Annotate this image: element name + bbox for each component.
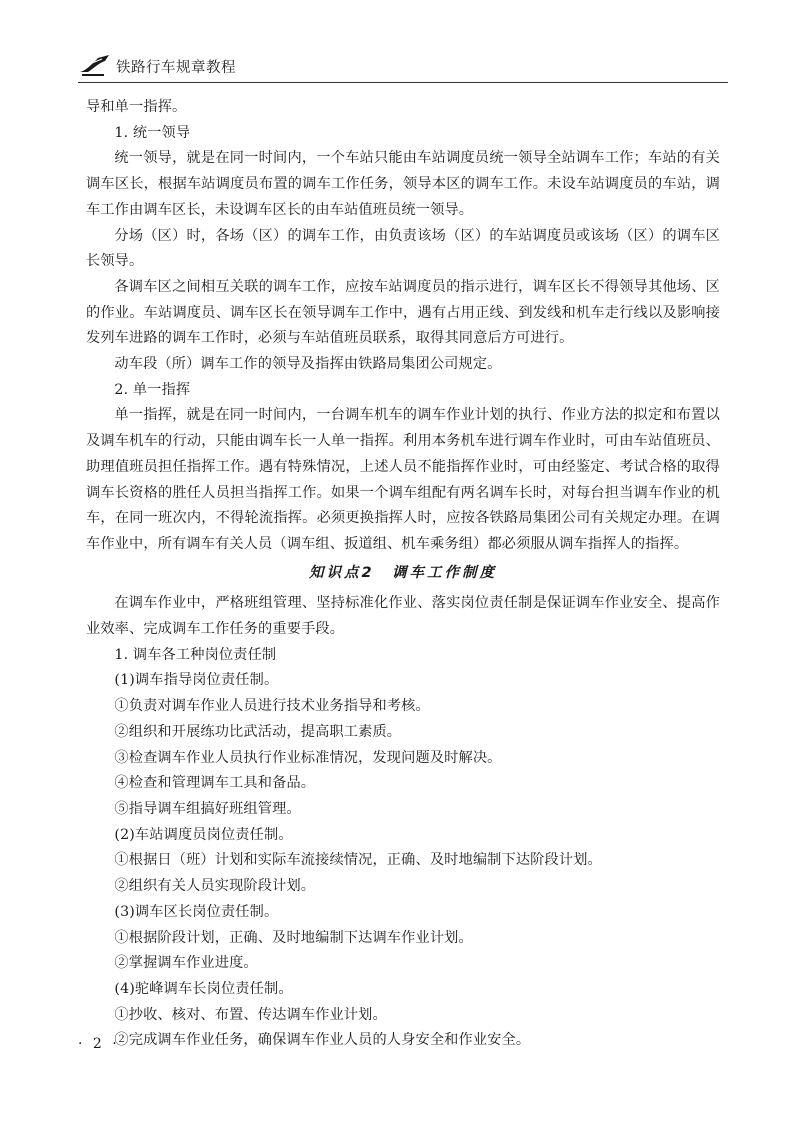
list-item: ⑤指导调车组搞好班组管理。: [114, 800, 301, 817]
running-header: [78, 50, 728, 84]
paragraph: 单一指挥，就是在同一时间内，一台调车机车的调车作业计划的执行、作业方法的拟定和布置以及调车机车的行动，只能由调车长一人单一指挥。利用本务机车进行调车作业时，可由车站值班员、助理值班员担任指挥工作。遇有特殊情况，上述人员不能指挥作业时，可由经鉴定、考试合格的取得调车长资格的胜任人员担当指挥工作。如果一个调车组配有两名调车长时，对每台担当调车作业的机车，在同一班次内，不得轮流指挥。必须更换指挥人时，应按各铁路局集团公司有关规定办理。在调车作业中，所有调车有关人员（调车组、扳道组、机车乘务组）都必须服从调车指挥人的指挥。: [86, 407, 720, 552]
paragraph-continuation: 导和单一指挥。: [86, 99, 187, 115]
list-item: ①负责对调车作业人员进行技术业务指导和考核。: [114, 698, 430, 715]
list-item: ①抄收、核对、布置、传达调车作业计划。: [114, 1006, 387, 1023]
list-heading: (3)调车区长岗位责任制。: [114, 903, 279, 920]
list-item: ②完成调车作业任务，确保调车作业人员的人身安全和作业安全。: [114, 1032, 531, 1049]
paragraph: 在调车作业中，严格班组管理、坚持标准化作业、落实岗位责任制是保证调车作业安全、提高作业效率、完成调车工作任务的重要手段。: [86, 595, 720, 638]
section-title: 知识点2 调车工作制度: [308, 564, 498, 581]
paragraph: 各调车区之间相互关联的调车工作，应按车站调度员的指示进行，调车区长不得领导其他场、区的作业。车站调度员、调车区长在领导调车工作中，遇有占用正线、到发线和机车走行线以及影响接发列车进路的调车工作时，必须与车站值班员联系，取得其同意后方可进行。: [86, 278, 720, 347]
page-body: [86, 95, 720, 1054]
book-title: 铁路行车规章教程: [116, 60, 236, 76]
list-heading: (2)车站调度员岗位责任制。: [114, 826, 293, 843]
subheading-unified-leadership: 1. 统一领导: [114, 124, 191, 141]
page-number: · 2 ·: [78, 1036, 120, 1052]
paragraph: 分场（区）时，各场（区）的调车工作，由负责该场（区）的车站调度员或该场（区）的调车区长领导。: [86, 227, 720, 270]
train-logo-icon: [78, 52, 112, 78]
list-item: ④检查和管理调车工具和备品。: [114, 775, 316, 792]
list-heading: (4)驼峰调车长岗位责任制。: [114, 980, 293, 997]
paragraph: 动车段（所）调车工作的领导及指挥由铁路局集团公司规定。: [114, 356, 502, 373]
list-item: ②掌握调车作业进度。: [114, 955, 258, 972]
list-item: ①根据阶段计划，正确、及时地编制下达调车作业计划。: [114, 929, 473, 946]
list-item: ③检查调车作业人员执行作业标准情况，发现问题及时解决。: [114, 749, 502, 766]
subheading-single-command: 2. 单一指挥: [114, 381, 191, 398]
paragraph: 统一领导，就是在同一时间内，一个车站只能由车站调度员统一领导全站调车工作；车站的有关调车区长，根据车站调度员布置的调车工作任务，领导本区的调车工作。未设车站调度员的车站，调车工作由调车区长，未设调车区长的由车站值班员统一领导。: [86, 150, 720, 218]
subheading-responsibility: 1. 调车各工种岗位责任制: [114, 646, 277, 663]
list-item: ②组织有关人员实现阶段计划。: [114, 878, 316, 895]
list-item: ①根据日（班）计划和实际车流接续情况，正确、及时地编制下达阶段计划。: [114, 852, 602, 869]
list-heading: (1)调车指导岗位责任制。: [114, 672, 279, 689]
list-item: ②组织和开展练功比武活动，提高职工素质。: [114, 723, 402, 740]
header-rule: [78, 82, 728, 83]
